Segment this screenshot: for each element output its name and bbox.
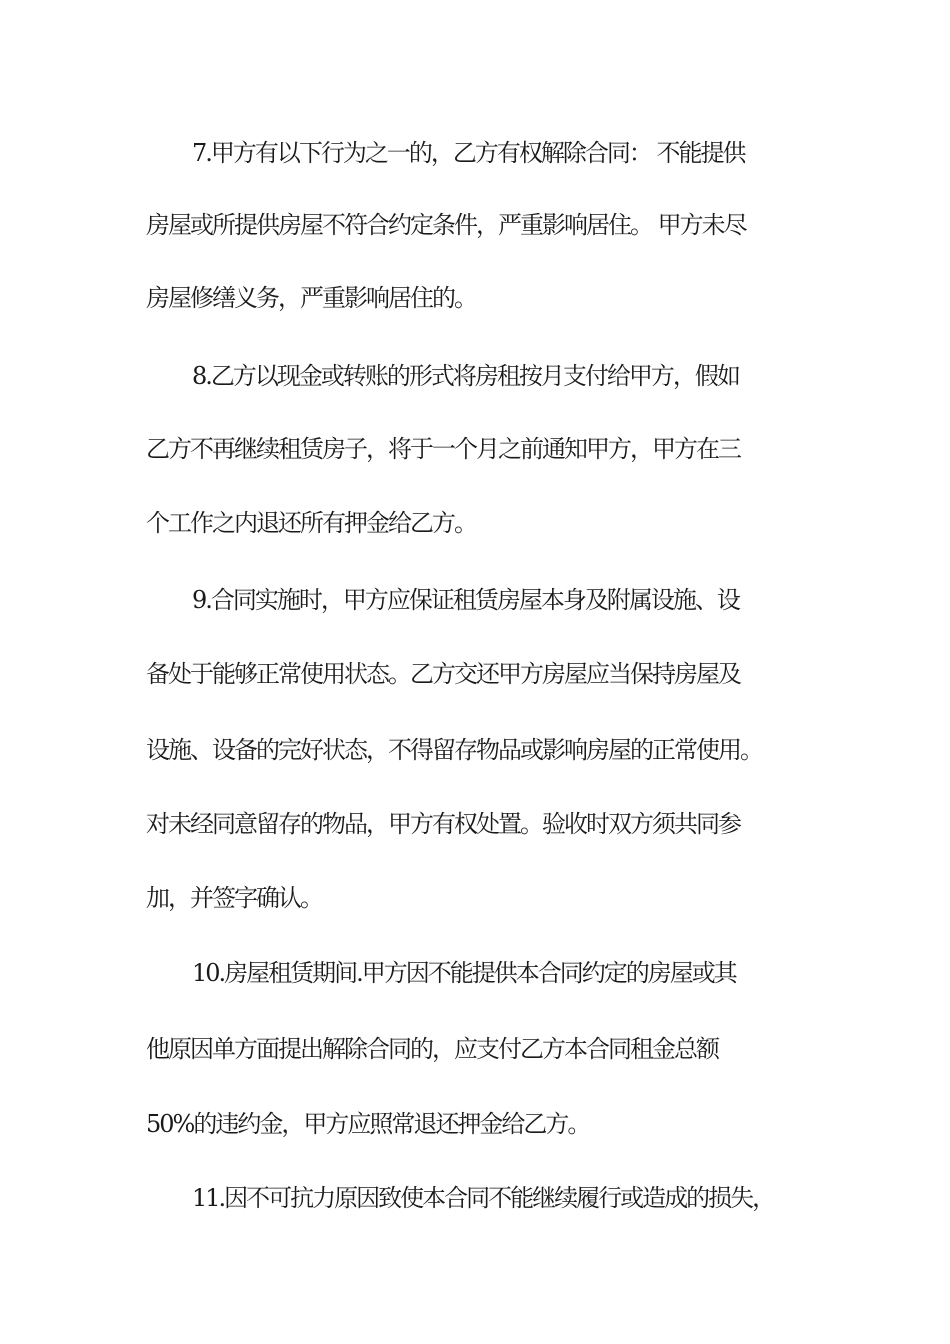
paragraph-10-line-2: 他原因单方面提出解除合同的，应支付乙方本合同租金总额 — [146, 1035, 718, 1063]
paragraph-10-line-1: 10.房屋租赁期间.甲方因不能提供本合同约定的房屋或其 — [192, 959, 736, 987]
paragraph-9-line-1: 9.合同实施时，甲方应保证租赁房屋本身及附属设施、设 — [192, 586, 739, 614]
paragraph-7-line-3: 房屋修缮义务，严重影响居住的。 — [146, 284, 476, 312]
paragraph-9-line-4: 对未经同意留存的物品，甲方有权处置。验收时双方须共同参 — [146, 810, 740, 838]
paragraph-8-line-3: 个工作之内退还所有押金给乙方。 — [146, 509, 476, 537]
paragraph-10-line-3: 50%的违约金，甲方应照常退还押金给乙方。 — [146, 1110, 590, 1138]
paragraph-8-line-2: 乙方不再继续租赁房子，将于一个月之前通知甲方，甲方在三 — [146, 435, 740, 463]
paragraph-9-line-3: 设施、设备的完好状态，不得留存物品或影响房屋的正常使用。 — [146, 736, 762, 764]
paragraph-11-line-1: 11.因不可抗力原因致使本合同不能继续履行或造成的损失， — [192, 1184, 775, 1212]
paragraph-9-line-2: 备处于能够正常使用状态。乙方交还甲方房屋应当保持房屋及 — [146, 660, 740, 688]
paragraph-7-line-2: 房屋或所提供房屋不符合约定条件，严重影响居住。 甲方未尽 — [146, 211, 746, 239]
paragraph-9-line-5: 加，并签字确认。 — [146, 884, 322, 912]
paragraph-7-line-1: 7.甲方有以下行为之一的，乙方有权解除合同： 不能提供 — [192, 139, 745, 167]
paragraph-8-line-1: 8.乙方以现金或转账的形式将房租按月支付给甲方，假如 — [192, 362, 739, 390]
